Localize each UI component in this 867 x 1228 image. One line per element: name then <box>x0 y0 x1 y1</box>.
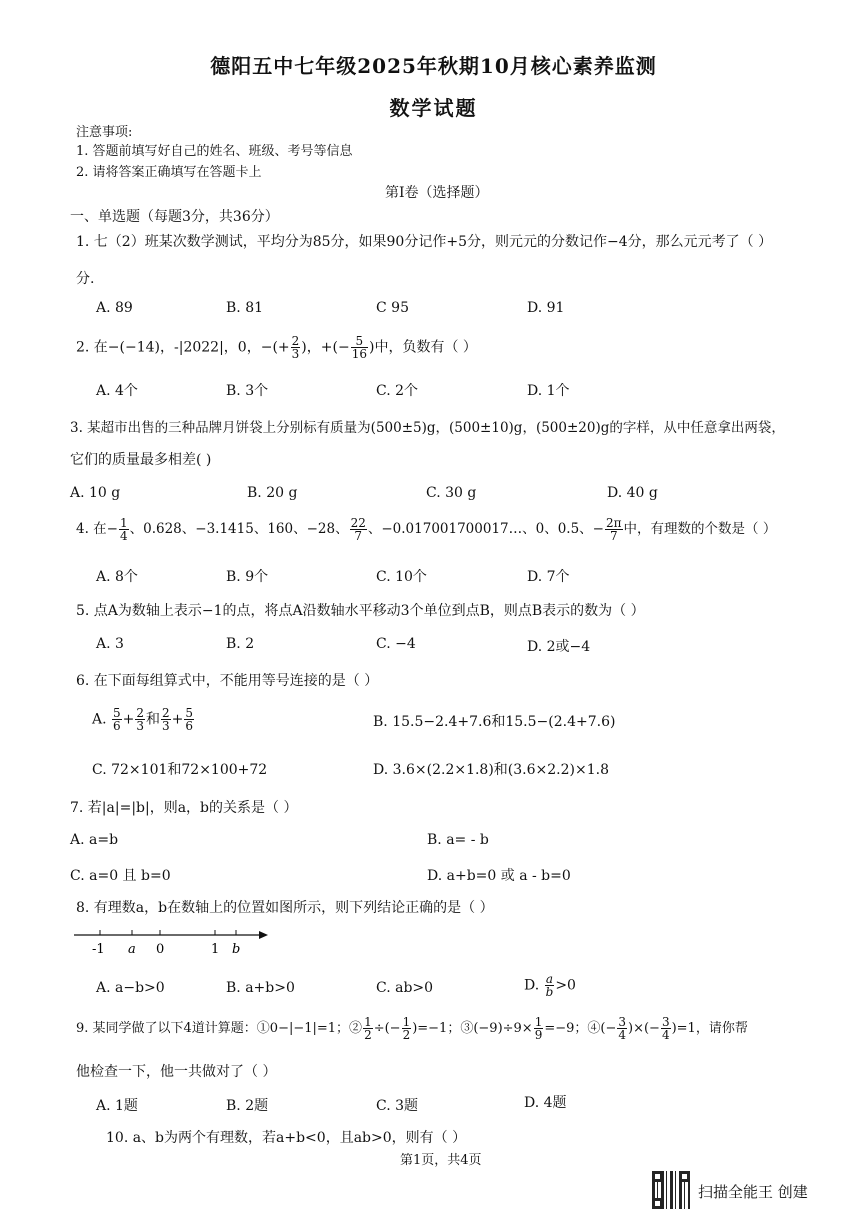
fraction <box>534 1016 544 1041</box>
numerator: 2 <box>136 706 145 720</box>
question-8: 8. 有理数a，b在数轴上的位置如图所示，则下列结论正确的是（ ） <box>76 900 494 916</box>
denominator: 7 <box>354 529 363 543</box>
denominator: 9 <box>534 1028 543 1042</box>
axis-label: a <box>128 942 136 957</box>
denominator: 4 <box>661 1028 670 1042</box>
option-label: D. <box>524 977 540 994</box>
numerator: 22 <box>350 516 366 530</box>
fraction <box>661 1016 671 1041</box>
q4-part: 4. 在− <box>76 521 118 537</box>
option-a: A. 10 g <box>70 485 121 501</box>
numerator: 5 <box>185 706 194 720</box>
option-c: C. 2个 <box>376 383 419 399</box>
option-b: B. 15.5−2.4+7.6和15.5−(2.4+7.6) <box>373 714 616 730</box>
axis-label: 0 <box>156 942 165 957</box>
option-a: A. 8个 <box>96 569 138 585</box>
q9-part: 9. 某同学做了以下4道计算题：①0−|−1|=1；② <box>76 1021 363 1036</box>
fraction <box>184 707 194 732</box>
option-label: A. <box>92 711 107 728</box>
denominator: 16 <box>351 347 367 361</box>
numerator: 1 <box>119 516 128 530</box>
option-b: B. 20 g <box>247 485 298 501</box>
fraction <box>402 1016 412 1041</box>
question-2 <box>76 335 477 360</box>
axis-label: -1 <box>92 942 105 957</box>
option-b: B. a= - b <box>427 832 489 848</box>
numerator: 5 <box>113 706 121 720</box>
question-10: 10. a、b为两个有理数，若a+b<0，且ab>0，则有（ ） <box>106 1130 467 1146</box>
page-number: 第1页，共4页 <box>400 1153 482 1168</box>
option-c: C. ab>0 <box>376 980 434 996</box>
fraction <box>350 517 367 542</box>
option-b: B. 81 <box>226 300 264 316</box>
fraction <box>545 973 555 998</box>
question-1-cont: 分. <box>76 271 95 287</box>
volume-title: 第Ⅰ卷（选择题） <box>385 185 489 201</box>
numerator: 2 <box>291 334 300 348</box>
q4-part: 、0.628、−3.1415、160、−28、 <box>129 521 349 537</box>
denominator: 2 <box>402 1028 411 1042</box>
denominator: 2 <box>364 1028 372 1042</box>
option-b: B. 9个 <box>226 569 269 585</box>
q2-part: −(+ <box>260 339 290 356</box>
axis-label: 1 <box>211 942 220 957</box>
numerator: 1 <box>364 1015 372 1029</box>
fraction <box>161 707 171 732</box>
note-item: 2. 请将答案正确填写在答题卡上 <box>76 165 262 180</box>
option-a: A. a−b>0 <box>96 980 165 996</box>
option-d: D. 4题 <box>524 1095 567 1111</box>
fraction <box>605 517 623 542</box>
q9-part: )×(− <box>628 1021 660 1036</box>
notes-heading: 注意事项: <box>76 125 133 140</box>
q4-part: 中，有理数的个数是（ ） <box>623 521 777 537</box>
option-d <box>524 973 576 998</box>
option-c: C. 30 g <box>426 485 477 501</box>
option-b: B. a+b>0 <box>226 980 295 996</box>
fraction <box>617 1016 627 1041</box>
question-7: 7. 若|a|=|b|，则a，b的关系是（ ） <box>70 800 298 816</box>
option-a: A. 89 <box>96 300 133 316</box>
conjunction: 和 <box>146 711 161 728</box>
numerator: a <box>545 972 554 986</box>
option-d: D. 1个 <box>527 383 570 399</box>
q9-part: =−9；④(− <box>544 1021 617 1036</box>
option-b: B. 2 <box>226 636 255 652</box>
numerator: 2 <box>162 706 170 720</box>
question-9 <box>76 1016 748 1041</box>
option-b: B. 3个 <box>226 383 269 399</box>
denominator: 3 <box>136 719 145 733</box>
qr-code-icon <box>652 1171 690 1209</box>
q2-part: )中，负数有（ ） <box>368 339 477 356</box>
question-9-cont: 他检查一下，他一共做对了（ ） <box>76 1064 277 1080</box>
option-d: D. a+b=0 或 a - b=0 <box>427 868 571 884</box>
fraction <box>363 1016 373 1041</box>
fraction <box>112 707 122 732</box>
denominator: 3 <box>162 719 170 733</box>
question-6: 6. 在下面每组算式中，不能用等号连接的是（ ） <box>76 673 379 689</box>
numerator: 1 <box>534 1015 543 1029</box>
question-5: 5. 点A为数轴上表示−1的点，将点A沿数轴水平移动3个单位到点B，则点B表示的数为（ ） <box>76 603 645 619</box>
q4-part: 、−0.017001700017…、0、0.5̇、− <box>367 521 604 537</box>
section-title: 一、单选题（每题3分，共36分） <box>70 209 279 225</box>
axis-label: b <box>232 942 241 957</box>
denominator: 6 <box>185 719 194 733</box>
question-3: 3. 某超市出售的三种品牌月饼袋上分别标有质量为(500±5)g，(500±10)g，(500±20)g的字样，从中任意拿出两袋， <box>70 420 785 436</box>
option-c: C. a=0 且 b=0 <box>70 868 171 884</box>
option-d: D. 91 <box>527 300 565 316</box>
denominator: 3 <box>291 347 300 361</box>
option-a <box>92 707 195 732</box>
operator: + <box>171 711 184 728</box>
arrow-icon <box>259 931 268 939</box>
option-a: A. 3 <box>96 636 124 652</box>
fraction <box>119 517 129 542</box>
question-4 <box>76 517 776 542</box>
option-c: C 95 <box>376 300 409 316</box>
denominator: 7 <box>609 529 618 543</box>
operator: + <box>122 711 135 728</box>
numerator: 3 <box>618 1015 627 1029</box>
q9-part: )=−1；③(−9)÷9× <box>412 1021 533 1036</box>
option-c: C. 72×101和72×100+72 <box>92 762 268 778</box>
numerator: 2π <box>606 516 622 530</box>
fraction <box>351 335 368 360</box>
option-b: B. 2题 <box>226 1098 269 1114</box>
question-1: 1. 七（2）班某次数学测试，平均分为85分，如果90分记作+5分，则元元的分数记作−4分，那么元元考了（ ） <box>76 234 773 250</box>
question-3-cont: 它们的质量最多相差( ) <box>70 452 212 468</box>
option-tail: >0 <box>555 977 576 994</box>
q2-prefix: 2. 在−(−14)，-|2022|，0， <box>76 339 261 356</box>
option-a: A. 4个 <box>96 383 138 399</box>
denominator: 6 <box>113 719 121 733</box>
option-d: D. 2或−4 <box>527 639 591 655</box>
option-a: A. a=b <box>70 832 119 848</box>
option-a: A. 1题 <box>96 1098 138 1114</box>
fraction <box>135 707 145 732</box>
denominator: 4 <box>119 529 128 543</box>
option-d: D. 3.6×(2.2×1.8)和(3.6×2.2)×1.8 <box>373 762 609 778</box>
option-c: C. −4 <box>376 636 416 652</box>
number-line-diagram <box>72 926 272 960</box>
numerator: 5 <box>351 335 368 348</box>
denominator: 4 <box>618 1028 627 1042</box>
fraction <box>291 335 301 360</box>
option-d: D. 7个 <box>527 569 570 585</box>
option-c: C. 3题 <box>376 1098 419 1114</box>
q9-part: )=1，请你帮 <box>671 1021 748 1036</box>
exam-title: 德阳五中七年级2025年秋期10月核心素养监测 <box>210 54 657 78</box>
scanner-brand: 扫描全能王 创建 <box>698 1183 808 1201</box>
numerator: 3 <box>661 1015 670 1029</box>
q2-part: +(− <box>320 339 350 356</box>
option-c: C. 10个 <box>376 569 427 585</box>
q9-part: ÷(− <box>373 1021 401 1036</box>
numerator: 1 <box>402 1015 411 1029</box>
denominator: b <box>545 985 554 999</box>
option-d: D. 40 g <box>607 485 658 501</box>
exam-subtitle: 数学试题 <box>389 96 478 120</box>
note-item: 1. 答题前填写好自己的姓名、班级、考号等信息 <box>76 144 353 159</box>
q2-part: )， <box>301 339 321 356</box>
